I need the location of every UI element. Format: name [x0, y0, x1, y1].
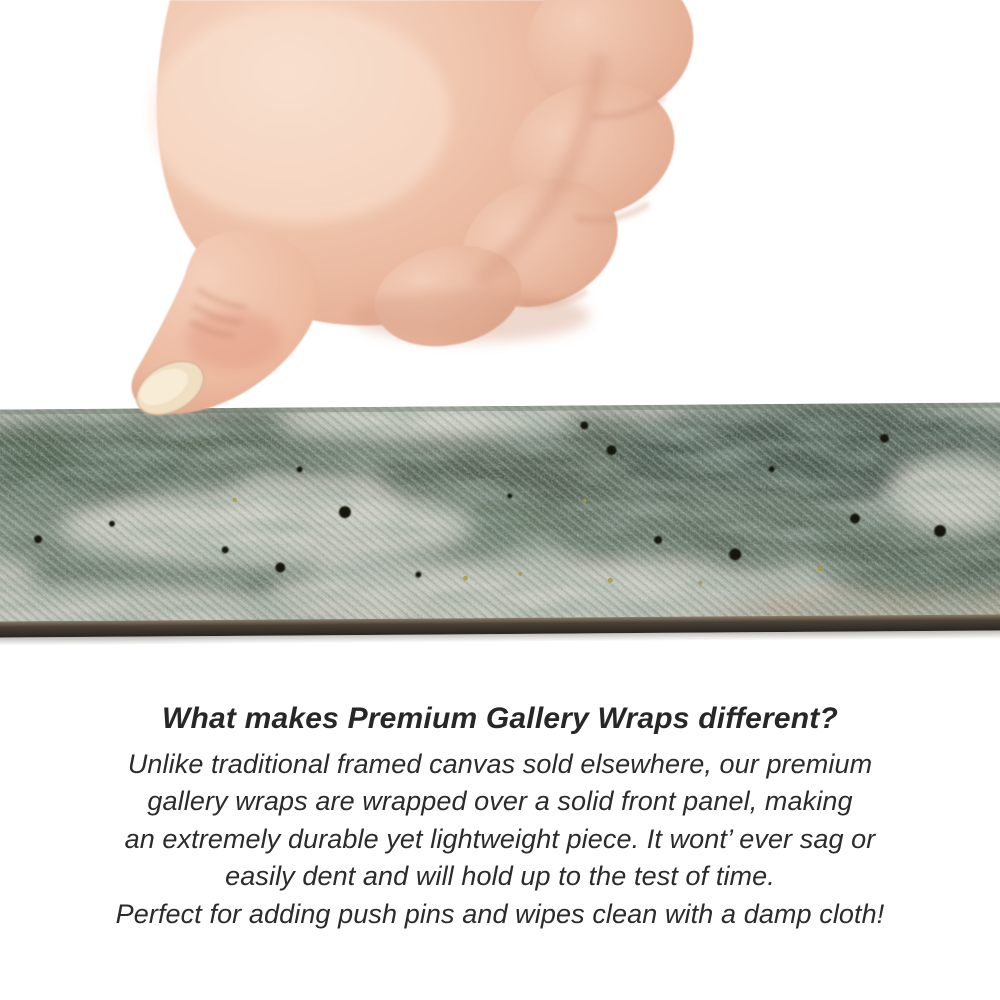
hand-highlight	[150, 7, 450, 223]
caption-line-1: Unlike traditional framed canvas sold elsewhere, our premium	[127, 749, 873, 779]
caption-line-3: an extremely durable yet lightweight piece. It wont’ ever sag or	[124, 823, 876, 854]
caption-heading: What makes Premium Gallery Wraps different?	[161, 702, 839, 735]
hand-pressing-thumb-photo	[115, 0, 695, 420]
caption-block	[0, 699, 1000, 933]
canvas-edge-strip	[0, 402, 1000, 645]
fist-bottom-shadow	[350, 290, 590, 342]
canvas-grain-dark	[0, 402, 1000, 637]
caption-line-2: gallery wraps are wrapped over a solid front panel, making	[147, 786, 853, 817]
thumb-blush	[185, 310, 281, 370]
caption-line-4: easily dent and will hold up to the test of time.	[225, 861, 775, 892]
caption-line-5: Perfect for adding push pins and wipes clean with a damp cloth!	[115, 898, 885, 929]
canvas-texture-graphic	[0, 402, 1000, 645]
